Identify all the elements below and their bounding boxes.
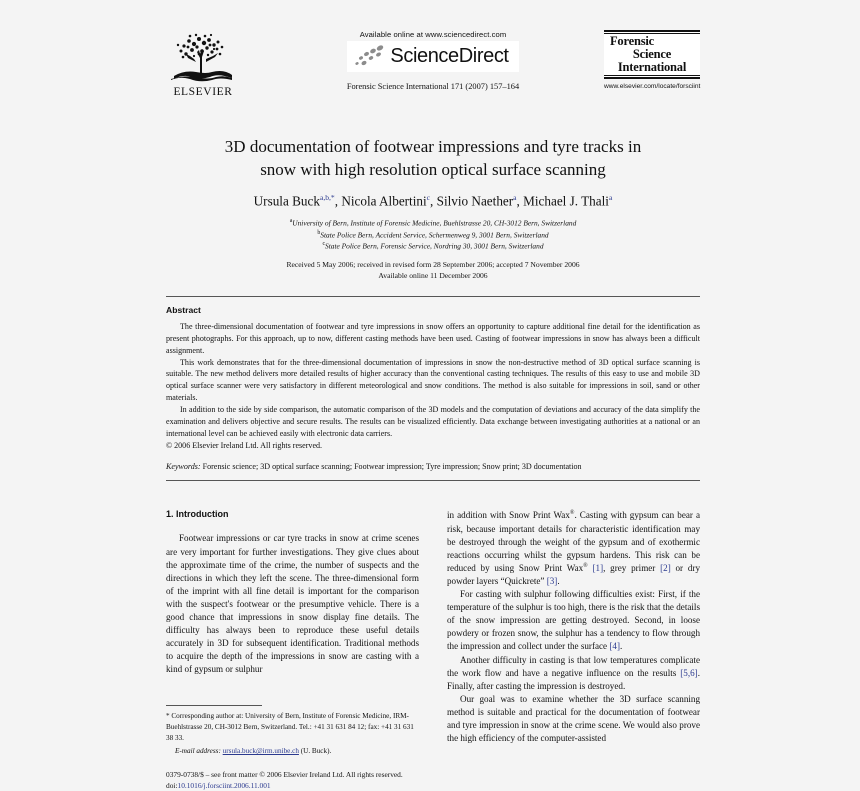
affiliation-mark: c [322,241,326,248]
sciencedirect-block [318,30,548,91]
page-content [166,30,701,790]
affiliation-item [166,229,700,241]
body-paragraph: Footwear impressions or car tyre tracks in snow at crime scenes are very important for further investigations. They give clues about the approximate time of the crime, the number of suspects and the directions in which they left the scene. The three-dimensional form of the imprint with all fine detail is important for the comparison with the suspect's footwear or the presumptive vehicle. There is a good chance that impressions in snow display fine details. The difficulty has always been to reproduce these useful details accurately in 3D for subsequent identification. Traditional methods to acquire the depth of the impressions in snow are casting with a kind of gypsum or sulphur [166,533,419,675]
front-matter-line: 0379-0738/$ – see front matter © 2006 Elsevier Ireland Ltd. All rights reserved. [166,769,403,779]
journal-logo-line-3: International [617,59,687,74]
body-paragraph: in addition with Snow Print Wax®. Casting with gypsum can bear a risk, because important details for characteristic identification may be destroyed through the weight of the gypsum and of exothermic reactions occurring whilst the gypsum hardens. This risk can be reduced by using Snow Print Wax® [1], grey primer [2] or dry powder layers “Quickrete” [3]. [447,510,700,587]
body-paragraph: Our goal was to examine whether the 3D surface scanning method is suitable and practical for the documentation of footwear and tyre impression in snow at the crime scene. We would also prove the high efficiency of the computer-assisted [447,693,700,744]
reference-citation[interactable]: [2] [660,562,671,573]
page-title [188,136,678,182]
journal-homepage-url[interactable]: www.elsevier.com/locate/forsciint [604,83,701,91]
column-right [447,509,700,745]
author-name: Michael J. Thali [523,192,609,208]
affiliation-mark: a [289,217,293,224]
section-heading-introduction: 1. Introduction [166,509,229,520]
body-paragraph: For casting with sulphur following difficulties exist: First, if the temperature of the sulphur is too high, there is the risk that the details of the snow impression are getting destroyed. Second, in loose powdery or frozen snow, the sulphur has a tendency to flow through the impression and collect under the surface [4]. [447,589,700,652]
keywords-bottom-rule [166,480,700,481]
available-online-text: Available online at www.sciencedirect.com [359,30,507,39]
affiliation-text: State Police Bern, Forensic Service, Nordring 30, 3001 Bern, Switzerland [325,241,544,251]
registered-mark: ® [569,510,575,517]
author-marks: c [426,192,431,202]
sciencedirect-swoosh-icon [353,44,387,68]
author-marks: a [513,192,517,202]
abstract-body [166,321,700,452]
keywords-label: Keywords: [166,461,201,471]
sciencedirect-logo [347,41,518,72]
keywords [166,461,700,473]
affiliation-item [166,217,700,229]
journal-logo [604,30,700,90]
corresponding-author-note: * Corresponding author at: University of Bern, Institute of Forensic Medicine, IRM-Buehlstrasse 20, CH-3012 Bern, Switzerland. Tel.: +41 31 631 84 12; fax: +41 31 631 38 33. [166,712,414,742]
registered-mark: ® [583,562,588,569]
abstract-paragraph: This work demonstrates that for the three-dimensional documentation of impressions in snow the non-destructive method of 3D optical surface scanning is suitable. The new method delivers more detailed results of higher accuracy than the conventional casting techniques. The results of this easy to use and mobile 3D optical surface scanner were very satisfactory in different meteorological and snow conditions. The method is also suitable for impressions in soil, sand or other materials. [166,357,700,403]
email-link[interactable]: ursula.buck@irm.unibe.ch [222,747,299,756]
author-marks: a,b,* [319,192,335,202]
elsevier-wordmark: ELSEVIER [173,86,233,98]
abstract-paragraph: In addition to the side by side comparison, the automatic comparison of the 3D models and the computation of deviations and accuracy of the data simplify the examination and delivers objective and secure results. The results can be visualized efficiently. Data exchange between investigating authorities at a national or an international level can be achieved easily with electronic data carriers. [166,405,700,439]
abstract-heading: Abstract [166,304,201,315]
available-online-line: Available online 11 December 2006 [378,271,488,281]
body-paragraph: Another difficulty in casting is that low temperatures complicate the work flow and have a negative influence on the results [5,6]. Finally, after casting the impression is destroyed. [447,654,700,691]
affiliation-mark: b [317,229,321,236]
received-line: Received 5 May 2006; received in revised form 28 September 2006; accepted 7 November 2006 [286,260,580,270]
journal-logo-line-1: Forensic [610,34,654,48]
author-name: Nicola Albertini [341,192,427,208]
doi-line [166,780,419,791]
affiliation-text: University of Bern, Institute of Forensic Medicine, Buehlstrasse 20, CH-3012 Bern, Switzerland [292,218,577,228]
footnote-rule [166,705,262,706]
email-label: E-mail address: [175,747,221,756]
author-marks: a [608,192,613,202]
column-left [166,509,419,790]
affiliation-list [166,217,700,252]
title-line-1: 3D documentation of footwear impressions and tyre tracks in [224,137,642,156]
journal-citation-line: Forensic Science International 171 (2007) 157–164 [346,82,520,91]
title-line-2: snow with high resolution optical surface scanning [260,159,606,179]
author-list: Ursula Buck$^{a,b,*}$, Nicola Albertini$^c$, Silvio Naether$^a$, Michael J. Thali$^a$ [253,192,613,208]
reference-citation[interactable]: [5,6] [680,667,698,678]
keywords-text: Forensic science; 3D optical surface scanning; Footwear impression; Tyre impression; Snow print; 3D documentation [200,461,582,471]
author-name: Silvio Naether [436,192,514,208]
email-suffix: (U. Buck). [298,747,332,756]
affiliation-text: State Police Bern, Accident Service, Schermenweg 9, 3001 Bern, Switzerland [320,230,549,240]
doi-link[interactable]: 10.1016/j.forsciint.2006.11.001 [177,780,271,790]
abstract-copyright: © 2006 Elsevier Ireland Ltd. All rights reserved. [166,440,323,450]
reference-citation[interactable]: [4] [609,641,620,652]
abstract-top-rule [166,296,700,297]
publication-dates [166,259,700,282]
doi-label: doi: [166,780,178,790]
affiliation-item [166,240,700,252]
email-note [166,746,419,757]
author-name: Ursula Buck [253,192,320,208]
front-matter-block [166,769,419,791]
reference-citation[interactable]: [1] [592,562,604,573]
body-columns [166,509,700,790]
elsevier-logo [166,32,240,99]
abstract-paragraph: The three-dimensional documentation of footwear and tyre impressions in snow offers an opportunity to capture additional fine detail for the identification as present photographs. For this approach, up to now, different casting methods have been used. Casting of footwear impressions in snow has always been a difficult assignment. [166,321,700,355]
sciencedirect-wordmark: ScienceDirect [390,45,509,67]
reference-citation[interactable]: [3] [546,576,558,587]
journal-logo-line-2: Science [632,46,672,61]
masthead [166,30,700,114]
elsevier-tree-icon [166,32,238,86]
